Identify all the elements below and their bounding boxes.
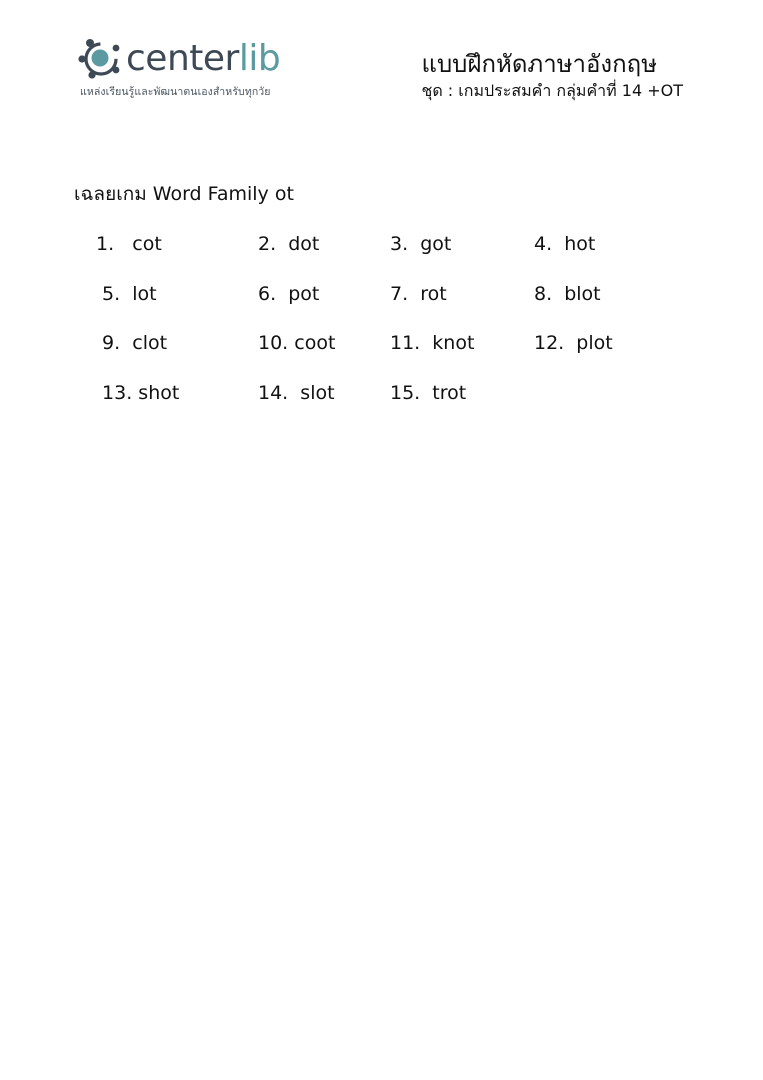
logo-tagline: แหล่งเรียนรู้และพัฒนาตนเองสำหรับทุกวัย xyxy=(80,86,271,98)
answer-item: 15. trot xyxy=(390,381,467,404)
answer-item: 5. lot xyxy=(96,282,157,305)
answer-item: 8. blot xyxy=(534,282,601,305)
answer-item: 13. shot xyxy=(96,381,180,404)
answer-row xyxy=(96,280,656,330)
answer-item: 11. knot xyxy=(390,332,475,354)
answer-item: 12. plot xyxy=(534,332,613,354)
answer-item: 6. pot xyxy=(258,282,320,305)
answer-item: 1. cot xyxy=(96,233,162,255)
section-heading: เฉลยเกม Word Family ot xyxy=(74,183,294,205)
logo-wordmark xyxy=(126,34,280,84)
centerlib-logo xyxy=(78,34,308,104)
page-subtitle: ชุด : เกมประสมคำ กลุ่มคำที่ 14 +OT xyxy=(421,81,683,100)
answer-item: 9. clot xyxy=(96,332,168,354)
answer-item: 10. coot xyxy=(258,332,336,354)
answer-row xyxy=(96,230,656,280)
answer-item: 2. dot xyxy=(258,233,320,255)
answer-item: 4. hot xyxy=(534,233,596,255)
logo-word-lib: lib xyxy=(238,38,281,79)
answer-row xyxy=(96,329,656,379)
answer-key-grid xyxy=(96,230,656,428)
answer-item: 14. slot xyxy=(258,381,335,404)
logo-word-center: center xyxy=(126,38,239,79)
answer-row xyxy=(96,379,656,429)
answer-item: 7. rot xyxy=(390,282,447,305)
page-title: แบบฝึกหัดภาษาอังกฤษ xyxy=(421,50,658,78)
answer-item: 3. got xyxy=(390,233,452,255)
centerlib-network-logo-icon xyxy=(78,36,124,82)
document-header xyxy=(421,48,683,102)
